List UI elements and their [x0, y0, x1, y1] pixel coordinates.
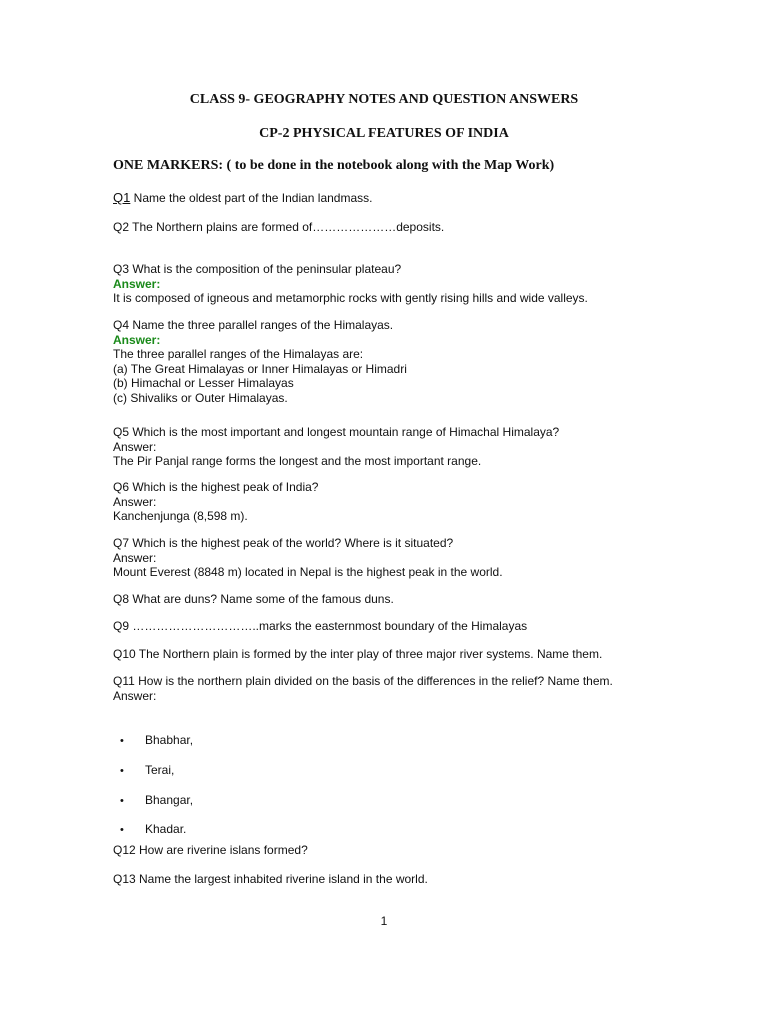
q3-answer: It is composed of igneous and metamorphic rocks with gently rising hills and wide valleys.: [113, 291, 588, 305]
question-q12: [113, 843, 673, 858]
bullet-icon: •: [120, 765, 124, 777]
q3-answer-label: Answer:: [113, 276, 161, 291]
q5-answer-label: Answer:: [113, 439, 157, 454]
question-q11: [113, 674, 673, 703]
q11-answer-label: Answer:: [113, 688, 157, 703]
section-heading: ONE MARKERS: ( to be done in the notebook along with the Map Work): [113, 158, 555, 173]
q7-answer-label: Answer:: [113, 550, 157, 565]
q6-answer-label: Answer:: [113, 494, 157, 509]
q4-answer-line: (c) Shivaliks or Outer Himalayas.: [113, 390, 288, 405]
question-q13: [113, 872, 673, 887]
list-item: • Bhangar,: [120, 793, 194, 807]
q3-text: Q3 What is the composition of the peninsular plateau?: [113, 262, 402, 276]
q7-text: Q7 Which is the highest peak of the world? Where is it situated?: [113, 536, 454, 550]
question-q2: [113, 220, 673, 235]
list-item: • Khadar.: [120, 822, 187, 836]
q4-answer-line: (b) Himachal or Lesser Himalayas: [113, 376, 294, 390]
question-q10: [113, 647, 673, 662]
q6-answer: Kanchenjunga (8,598 m).: [113, 509, 248, 523]
q4-answer-line: The three parallel ranges of the Himalayas are:: [113, 347, 364, 361]
question-q3: [113, 262, 673, 306]
q7-answer: Mount Everest (8848 m) located in Nepal is the highest peak in the world.: [113, 565, 503, 579]
q4-answer-line: (a) The Great Himalayas or Inner Himalayas or Himadri: [113, 361, 407, 376]
q10-text: Q10 The Northern plain is formed by the inter play of three major river systems. Name them.: [113, 647, 603, 661]
list-item: • Terai,: [120, 763, 175, 777]
page-number: 1: [380, 914, 388, 928]
question-q5: [113, 425, 673, 469]
bullet-icon: •: [120, 735, 124, 747]
q8-text: Q8 What are duns? Name some of the famous duns.: [113, 592, 394, 606]
question-q4: [113, 318, 673, 405]
q12-text: Q12 How are riverine islans formed?: [113, 843, 308, 857]
document-subtitle: CP-2 PHYSICAL FEATURES OF INDIA: [259, 126, 509, 141]
q1-label: Q1: [113, 190, 131, 205]
list-item: • Bhabhar,: [120, 733, 194, 747]
q1-text: Name the oldest part of the Indian landmass.: [130, 191, 373, 205]
q9-text: Q9 …………………………..marks the easternmost boundary of the Himalayas: [113, 619, 528, 633]
q4-answer-label: Answer:: [113, 332, 161, 347]
question-q8: [113, 592, 673, 607]
q4-text: Q4 Name the three parallel ranges of the Himalayas.: [113, 318, 394, 332]
bullet-icon: •: [120, 824, 124, 836]
q2-text: Q2 The Northern plains are formed of…………………deposits.: [113, 220, 445, 234]
question-q1: [113, 191, 673, 206]
bullet-icon: •: [120, 795, 124, 807]
question-q6: [113, 480, 673, 524]
q5-text: Q5 Which is the most important and longest mountain range of Himachal Himalaya?: [113, 425, 560, 439]
q6-text: Q6 Which is the highest peak of India?: [113, 480, 319, 494]
q11-text: Q11 How is the northern plain divided on the basis of the differences in the relief? Name them.: [113, 674, 613, 688]
q13-text: Q13 Name the largest inhabited riverine island in the world.: [113, 872, 428, 886]
question-q7: [113, 536, 673, 580]
document-title: CLASS 9- GEOGRAPHY NOTES AND QUESTION ANSWERS: [189, 92, 579, 107]
question-q9: [113, 619, 673, 634]
q5-answer: The Pir Panjal range forms the longest and the most important range.: [113, 454, 482, 468]
